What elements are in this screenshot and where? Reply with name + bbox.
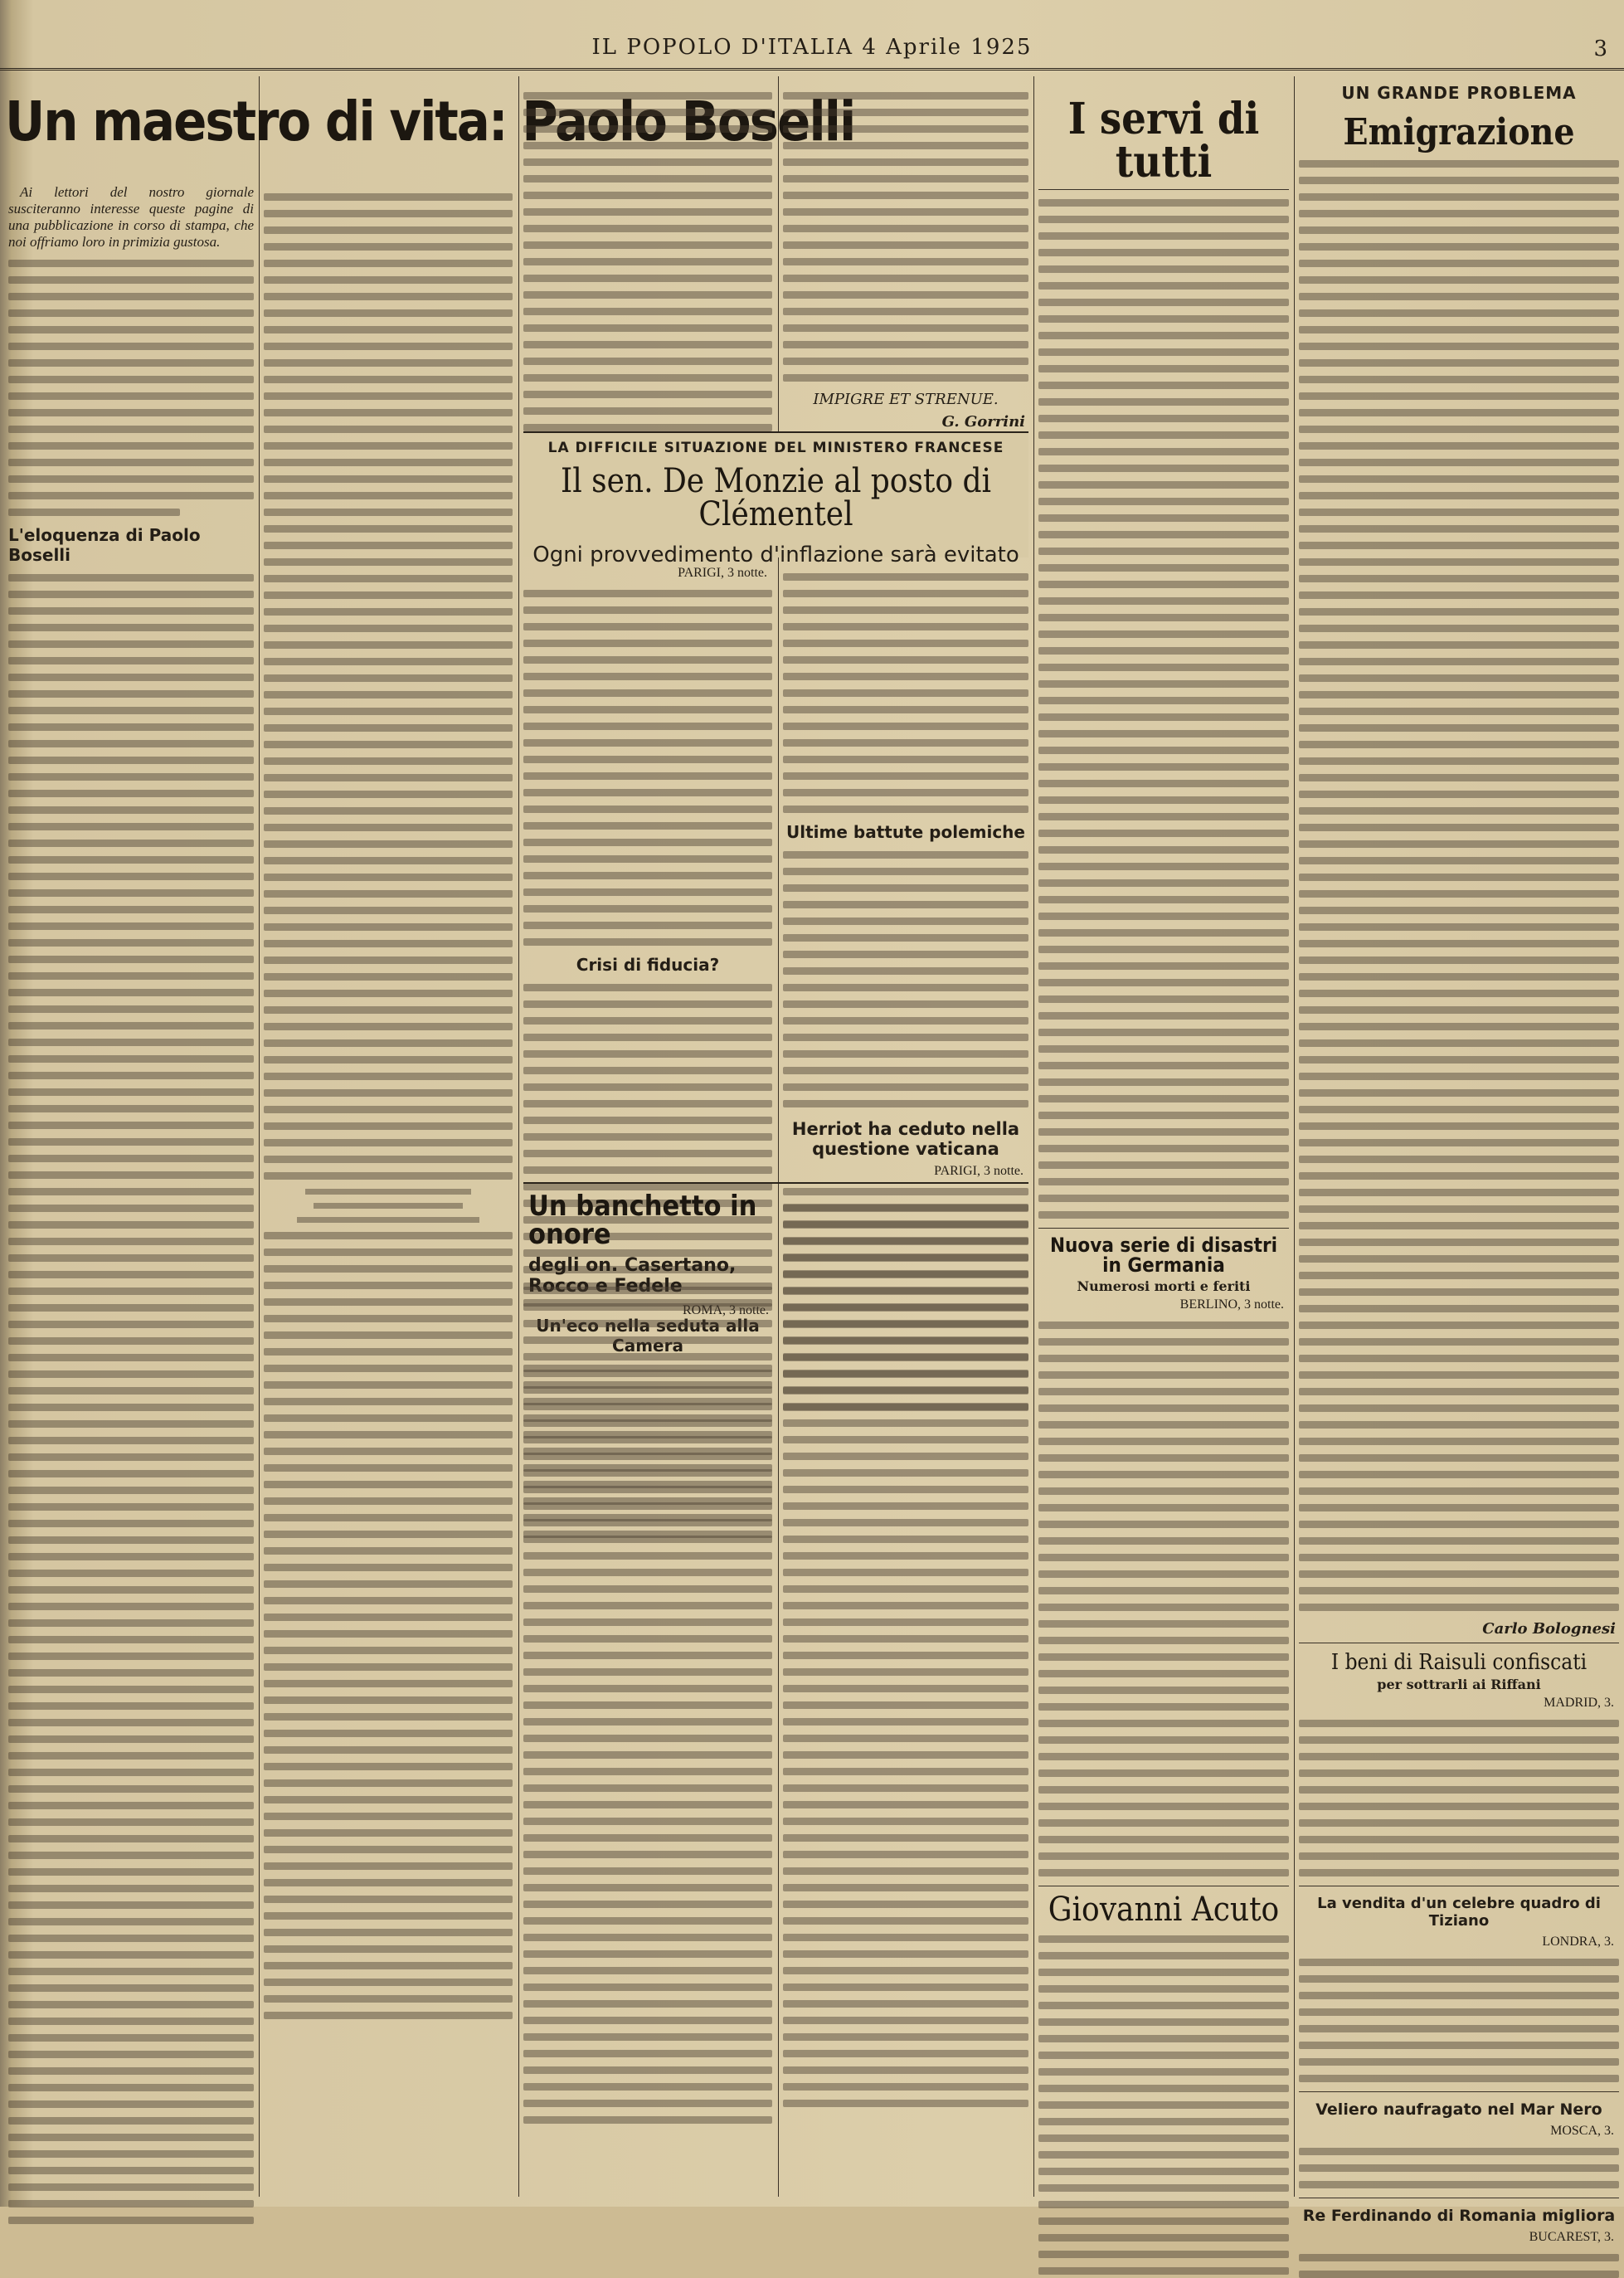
text-block [1038,199,1289,1219]
text-block [523,1287,772,2124]
banchetto-article-col3 [523,1278,772,2197]
francia-article-col4 [783,564,1028,1178]
poem-block [264,1189,513,1223]
francia-subhead-seduta: Un'eco nella seduta alla Camera [536,1316,760,1356]
text-block [783,92,1028,382]
gorrini-signature: G. Gorrini [941,413,1025,431]
gorrini-motto: IMPIGRE ET STRENUE. [813,391,999,408]
veliero-headline: Veliero naufragato nel Mar Nero [1315,2100,1602,2119]
text-block [1299,2254,1619,2278]
germania-dateline: BERLINO, 3 notte. [1179,1297,1284,1312]
veliero-dateline: MOSCA, 3. [1550,2124,1614,2138]
column-rule [778,76,779,2197]
ferdinando-headline: Re Ferdinando di Romania migliora [1302,2207,1616,2225]
banchetto-dateline: ROMA, 3 notte. [683,1303,769,1317]
column-rule [1294,76,1295,2197]
text-block [264,1232,513,2019]
boselli-headline: Un maestro di vita: Paolo Boselli [5,90,855,153]
text-block [523,92,772,448]
page-header [0,32,1624,71]
text-block [1299,2148,1619,2188]
emigrazione-kicker: UN GRANDE PROBLEMA [1341,83,1577,103]
tiziano-headline: La vendita d'un celebre quadro di Tiziano [1317,1895,1601,1930]
raisuli-subtitle: per sottrarli ai Riffani [1377,1677,1541,1692]
text-block [1299,160,1619,1611]
germania-headline: Nuova serie di disastri in Germania [1049,1234,1277,1277]
emigrazione-headline: Emigrazione [1343,111,1575,153]
francia-subhead-crisi: Crisi di fiducia? [576,955,720,975]
banchetto-subtitle: degli on. Casertano, Rocco e Fedele [528,1255,737,1297]
francia-headline-box [523,431,1028,567]
text-block [1299,1959,1619,2082]
column-rule [518,76,519,2197]
boselli-intro: Ai lettori del nostro giornale susciteranno interesse queste pagine di una pubblicazione in corso di stampa, che noi offriamo loro in primizia gustosa. [8,184,254,250]
column-1 [8,184,254,2197]
column-5 [1038,83,1289,2197]
text-block [523,590,772,946]
germania-subtitle: Numerosi morti e feriti [1077,1278,1251,1294]
text-block [1299,1720,1619,1876]
text-block [264,193,513,1180]
column-6 [1299,83,1619,2244]
servi-headline: I servi di tutti [1067,94,1260,187]
banchetto-headline: Un banchetto in onore [528,1190,757,1251]
text-block [1038,1322,1289,1876]
column-rule [259,76,260,2197]
francia-subhead-battute: Ultime battute polemiche [786,822,1025,842]
acuto-headline: Giovanni Acuto [1048,1891,1280,1929]
raisuli-headline: I beni di Raisuli confiscati [1330,1650,1588,1675]
francia-headline: Il sen. De Monzie al posto di Clémentel [561,462,991,533]
francia-kicker: LA DIFFICILE SITUAZIONE DEL MINISTERO FRANCESE [547,440,1004,456]
text-block [1038,1935,1289,2275]
text-block [783,851,1028,1107]
text-block [8,260,254,516]
page-number: 3 [1593,37,1607,61]
tiziano-dateline: LONDRA, 3. [1542,1935,1614,1949]
text-block [783,573,1028,813]
herriot-dateline: PARIGI, 3 notte. [934,1164,1024,1178]
boselli-section-heading: L'eloquenza di Paolo Boselli [8,525,201,565]
column-2 [264,184,513,2197]
text-block [8,574,254,2224]
masthead: IL POPOLO D'ITALIA 4 Aprile 1925 [591,35,1033,60]
emigrazione-signature: Carlo Bolognesi [1482,1620,1616,1638]
francia-subtitle: Ogni provvedimento d'inflazione sarà evitato [532,543,1019,567]
herriot-headline: Herriot ha ceduto nella questione vaticana [791,1119,1020,1159]
ferdinando-dateline: BUCAREST, 3. [1529,2230,1614,2244]
text-block [783,1204,1028,2107]
boselli-headline-box [5,80,855,179]
francia-dateline: PARIGI, 3 notte. [678,566,767,580]
banchetto-article-col4 [783,1195,1028,2197]
column-rule [1033,76,1034,2197]
raisuli-dateline: MADRID, 3. [1544,1696,1614,1710]
